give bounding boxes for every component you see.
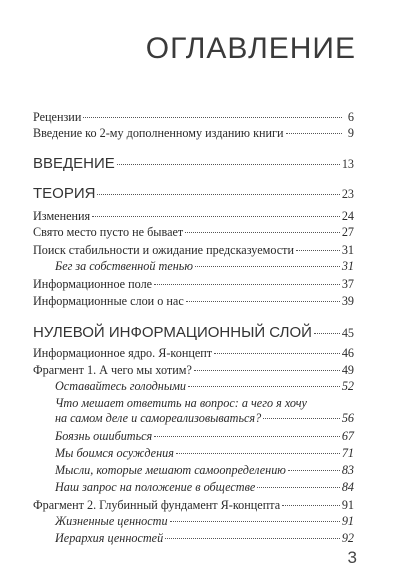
toc-section xyxy=(33,155,354,173)
toc-entry-page: 6 xyxy=(347,110,354,124)
toc-entry xyxy=(33,498,354,512)
leader-dots xyxy=(263,418,340,419)
toc-subentry xyxy=(55,480,354,494)
toc-entry-page: 49 xyxy=(341,363,354,377)
toc-subentry xyxy=(55,379,354,393)
toc-entry-title: Жизненные ценности xyxy=(55,514,168,528)
leader-dots xyxy=(286,133,342,134)
toc-subentry xyxy=(55,531,354,545)
toc-entry-page: 37 xyxy=(341,277,354,291)
leader-dots xyxy=(288,470,340,471)
leader-dots xyxy=(282,505,340,506)
toc-title: ОГЛАВЛЕНИЕ xyxy=(145,32,356,65)
toc-entry-title: Информационное поле xyxy=(33,277,153,291)
leader-dots xyxy=(170,521,340,522)
toc-entry-page: 27 xyxy=(341,225,354,239)
toc-entry xyxy=(33,243,354,257)
leader-dots xyxy=(154,436,340,437)
toc-entry-page: 46 xyxy=(341,346,354,360)
toc-entry-title: Информационное ядро. Я-концепт xyxy=(33,346,213,360)
leader-dots xyxy=(83,117,342,118)
toc-entry-page: 92 xyxy=(341,531,354,545)
toc-entry-page: 52 xyxy=(341,379,354,393)
leader-dots xyxy=(154,284,340,285)
toc-entry xyxy=(33,346,354,360)
toc-entry-title: Рецензии xyxy=(33,110,82,124)
toc-section xyxy=(33,185,354,203)
toc-subentry xyxy=(55,411,354,425)
toc-entry-title: Фрагмент 1. А чего мы хотим? xyxy=(33,363,192,377)
toc-entry-title: Фрагмент 2. Глубинный фундамент Я-концепта xyxy=(33,498,281,512)
leader-dots xyxy=(257,487,340,488)
page-number: 3 xyxy=(347,548,357,567)
leader-dots xyxy=(92,216,340,217)
toc-entry-page: 71 xyxy=(341,446,354,460)
toc-entry-page: 91 xyxy=(341,498,354,512)
toc-entry-page: 84 xyxy=(341,480,354,494)
toc-entry-page: 45 xyxy=(341,326,354,340)
toc-entry-title: Наш запрос на положение в обществе xyxy=(55,480,256,494)
toc-subentry-line1: Что мешает ответить на вопрос: а чего я хочу xyxy=(55,396,307,410)
toc-entry xyxy=(33,363,354,377)
toc-entry-title: Свято место пусто не бывает xyxy=(33,225,184,239)
leader-dots xyxy=(296,250,340,251)
toc-entry-title: Бег за собственной тенью xyxy=(55,259,193,273)
leader-dots xyxy=(176,453,340,454)
toc-entry-title: Боязнь ошибиться xyxy=(55,429,153,443)
toc-entry-page: 31 xyxy=(341,243,354,257)
toc-subentry xyxy=(55,429,354,443)
toc-section-title: ТЕОРИЯ xyxy=(33,185,96,202)
toc-entry-title: на самом деле и самореализовываться? xyxy=(55,411,262,425)
toc-entry-title: Мысли, которые мешают самоопределению xyxy=(55,463,286,477)
toc-entry-title: Иерархия ценностей xyxy=(55,531,164,545)
toc-section xyxy=(33,324,354,342)
toc-entry xyxy=(33,110,354,124)
toc-entry-page: 24 xyxy=(341,209,354,223)
toc-subentry xyxy=(55,446,354,460)
toc-entry-page: 67 xyxy=(341,429,354,443)
leader-dots xyxy=(194,370,340,371)
toc-entry-page: 83 xyxy=(341,463,354,477)
toc-entry-page: 39 xyxy=(341,294,354,308)
toc-entry-title: Введение ко 2-му дополненному изданию книги xyxy=(33,126,284,140)
toc-entry-title: Информационные слои о нас xyxy=(33,294,184,308)
toc-entry xyxy=(33,277,354,291)
toc-entry-page: 91 xyxy=(341,514,354,528)
toc-entry-title: Мы боимся осуждения xyxy=(55,446,174,460)
leader-dots xyxy=(214,353,340,354)
leader-dots xyxy=(117,164,340,165)
leader-dots xyxy=(186,301,340,302)
toc-entry xyxy=(33,209,354,223)
leader-dots xyxy=(97,194,339,195)
toc-subentry xyxy=(55,463,354,477)
toc-section-title: ВВЕДЕНИЕ xyxy=(33,155,115,172)
toc-entry-page: 13 xyxy=(341,157,354,171)
toc-subentry xyxy=(55,259,354,273)
toc-section-title: НУЛЕВОЙ ИНФОРМАЦИОННЫЙ СЛОЙ xyxy=(33,324,312,341)
toc-entry-page: 23 xyxy=(341,187,354,201)
toc-subentry xyxy=(55,514,354,528)
toc-entry-title: Изменения xyxy=(33,209,91,223)
toc-entry xyxy=(33,294,354,308)
toc-entry-title: Оставайтесь голодными xyxy=(55,379,186,393)
toc-entry xyxy=(33,225,354,239)
toc-entry-page: 56 xyxy=(341,411,354,425)
leader-dots xyxy=(314,333,340,334)
leader-dots xyxy=(185,232,340,233)
toc-entry xyxy=(33,126,354,140)
leader-dots xyxy=(188,386,340,387)
toc-entry-page: 9 xyxy=(347,126,354,140)
toc-entry-title: Поиск стабильности и ожидание предсказуемости xyxy=(33,243,294,257)
leader-dots xyxy=(165,538,340,539)
leader-dots xyxy=(195,266,340,267)
toc-entry-page: 31 xyxy=(341,259,354,273)
